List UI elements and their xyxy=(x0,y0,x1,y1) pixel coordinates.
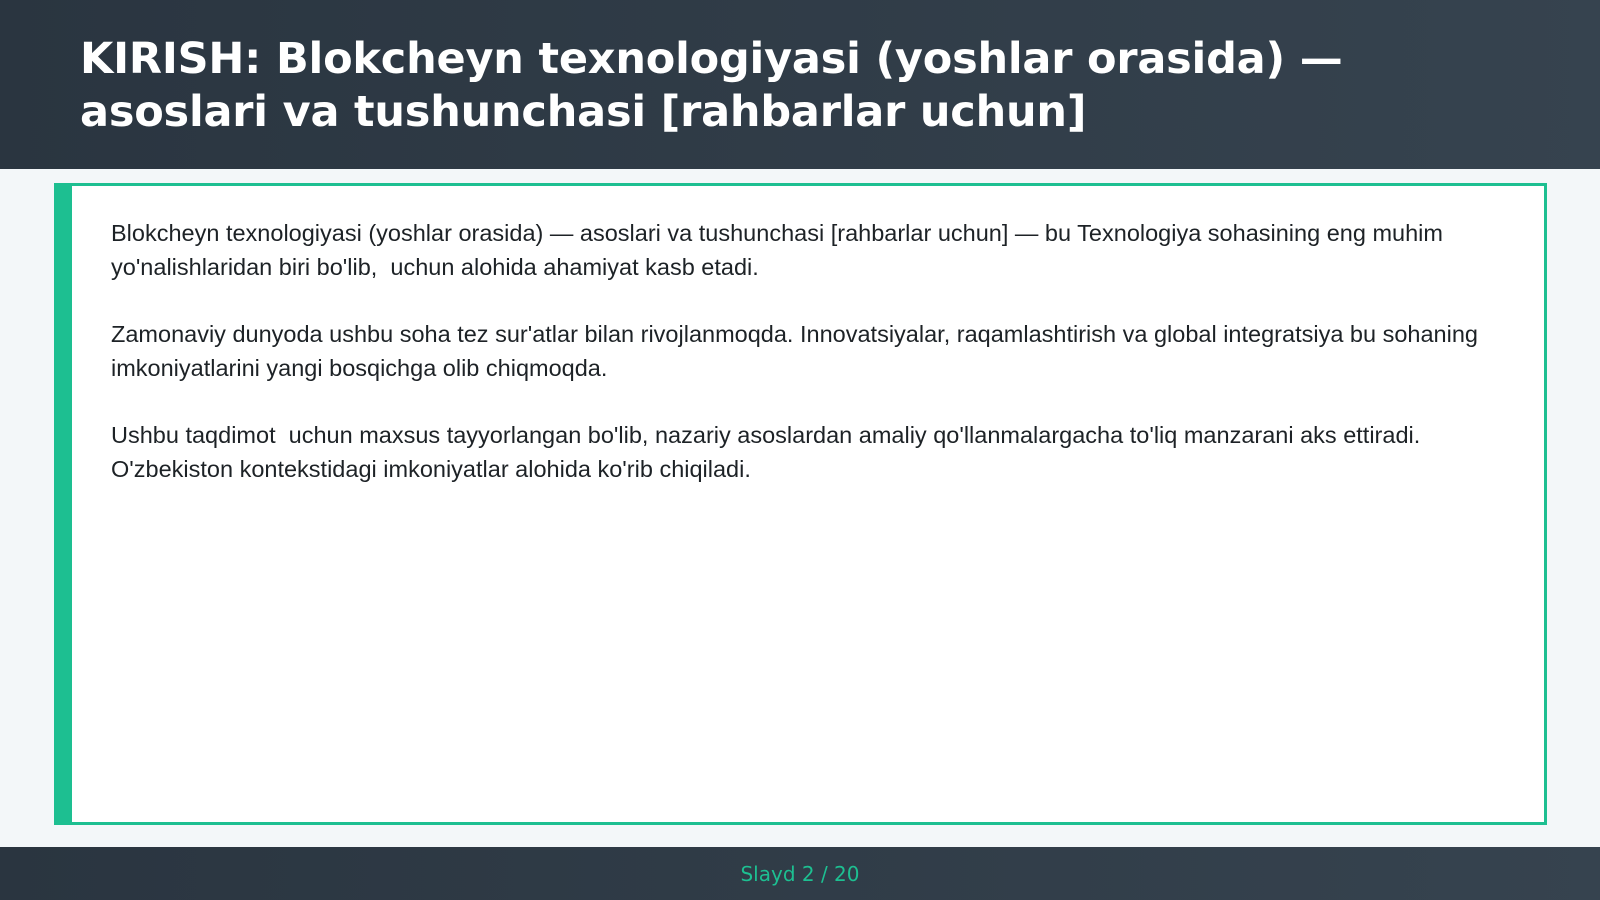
slide-footer xyxy=(0,847,1600,900)
intro-paragraph: Blokcheyn texnologiyasi (yoshlar orasida) — asoslari va tushunchasi [rahbarlar uchun] — bu Texnologiya sohasining eng muhim yo'nalishlaridan biri bo'lib, uchun alohida ahamiyat kasb etadi. xyxy=(111,220,1450,280)
presentation-purpose-paragraph: Ushbu taqdimot uchun maxsus tayyorlangan bo'lib, nazariy asoslardan amaliy qo'llanmalargacha to'liq manzarani aks ettiradi. O'zbekiston kontekstidagi imkoniyatlar alohida ko'rib chiqiladi. xyxy=(111,422,1427,482)
content-card xyxy=(54,183,1547,825)
slide-title: KIRISH: Blokcheyn texnologiyasi (yoshlar orasida) — asoslari va tushunchasi [rahbarlar uchun] xyxy=(80,34,1343,137)
modern-world-paragraph: Zamonaviy dunyoda ushbu soha tez sur'atlar bilan rivojlanmoqda. Innovatsiyalar, raqamlashtirish va global integratsiya bu sohaning imkoniyatlarini yangi bosqichga olib chiqmoqda. xyxy=(111,321,1485,381)
slide-counter: Slayd 2 / 20 xyxy=(740,861,860,886)
slide-header xyxy=(0,0,1600,169)
